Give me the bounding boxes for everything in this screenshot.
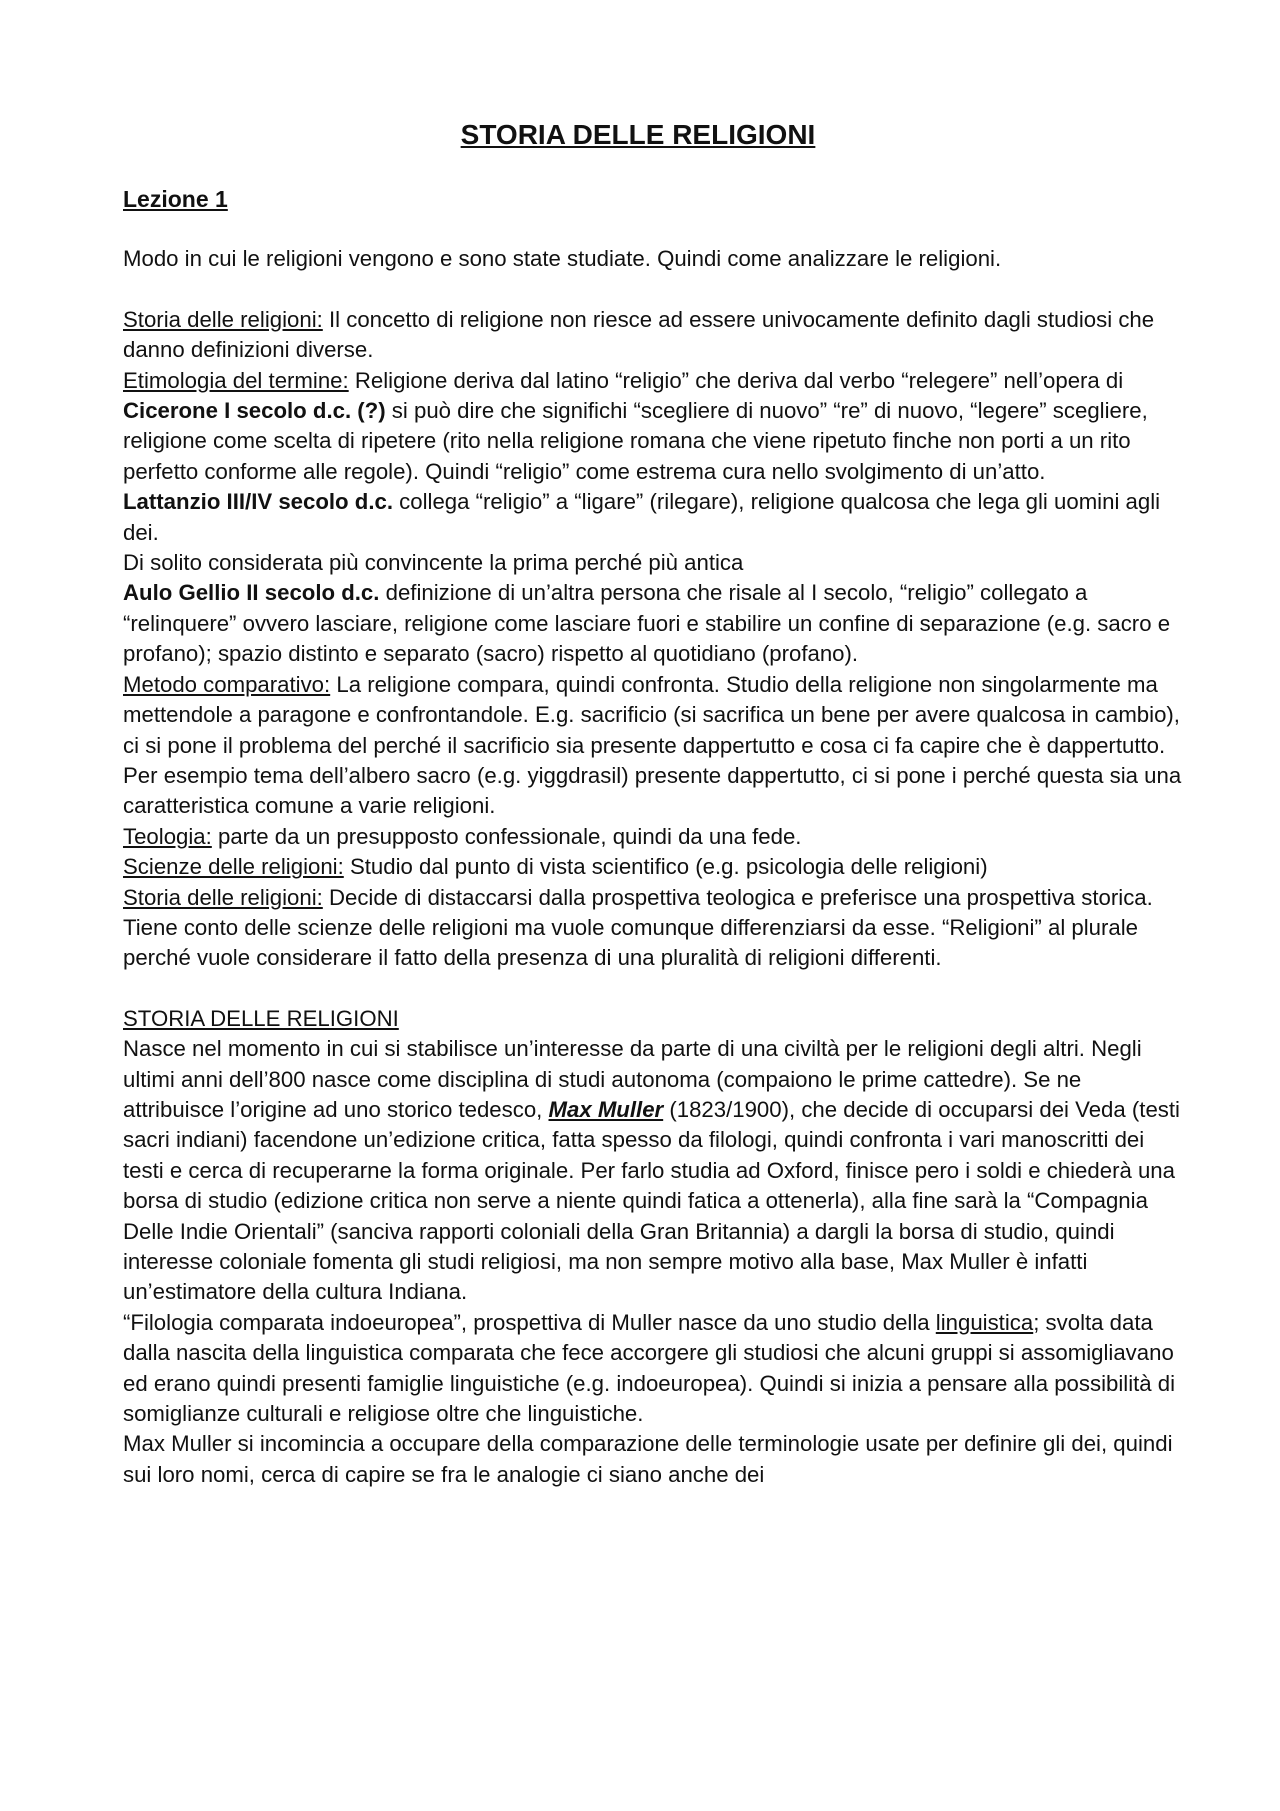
scienze-label: Scienze delle religioni: [123, 854, 344, 880]
max-muller-name: Max Muller [548, 1096, 664, 1122]
last-paragraph: Max Muller si incomincia a occupare della comparazione delle terminologie usate per definire gli dei, quindi sui loro nomi, cerca di capire se fra le analogie ci siano anche dei [123, 1431, 1173, 1487]
lesson-heading: Lezione 1 [123, 186, 228, 212]
gellio-paragraph [123, 578, 1183, 669]
filologia-text-a: “Filologia comparata indoeuropea”, prospettiva di Muller nasce da uno studio della [123, 1309, 936, 1335]
scienze-paragraph [123, 852, 1183, 882]
lattanzio-name: Lattanzio III/IV secolo d.c. [123, 489, 393, 515]
metodo-label: Metodo comparativo: [123, 671, 331, 697]
nasce-text-b: (1823/1900), che decide di occuparsi dei Veda (testi sacri indiani) facendone un’edizione critica, fatta spesso da filologi, quindi confronta i vari manoscritti dei testi e cerca di recuperarne la forma originale. Per farlo studia ad Oxford, finisce pero i soldi e chiederà una borsa di studio (edizione critica non serve a niente quindi fatica a ottenerla), alla fine sarà la “Compagnia Delle Indie Orientali” (sanciva rapporti coloniali della Gran Britannia) a dargli la borsa di studio, quindi interesse coloniale fomenta gli studi religiosi, ma non sempre motivo alla base, Max Muller è infatti un’estimatore della cultura Indiana. [123, 1096, 1180, 1305]
scienze-text: Studio dal punto di vista scientifico (e.g. psicologia delle religioni) [343, 854, 988, 880]
spacer [123, 974, 1183, 1004]
teologia-label: Teologia: [123, 823, 212, 849]
lattanzio-paragraph [123, 487, 1183, 548]
storia2-text: Decide di distaccarsi dalla prospettiva teologica e preferisce una prospettiva storica. Tiene conto delle scienze delle religioni ma vuole comunque differenziarsi da esse. “Religioni” al plurale perché vuole considerare il fatto della presenza di una pluralità di religioni differenti. [123, 884, 1153, 971]
etimologia-text-b: si può dire che significhi “scegliere di nuovo” “re” di nuovo, “legere” scegliere, religione come scelta di ripetere (rito nella religione romana che viene ripetuto finche non porti a un rito perfetto conforme alle regole). Quindi “religio” come estrema cura nello svolgimento di un’atto. [123, 398, 1148, 484]
lattanzio-text: collega “religio” a “ligare” (rilegare), religione qualcosa che lega gli uomini agli dei. [123, 489, 1161, 545]
storia2-paragraph [123, 883, 1183, 974]
nasce-paragraph [123, 1034, 1183, 1308]
linguistica-term: linguistica [935, 1309, 1034, 1335]
spacer [123, 275, 1183, 305]
nasce-text-a: Nasce nel momento in cui si stabilisce un’interesse da parte di una civiltà per le religioni degli altri. Negli ultimi anni dell’800 nasce come disciplina di studi autonoma (compaiono le prime cattedre). Se ne attribuisce l’origine ad uno storico tedesco, [123, 1036, 1142, 1122]
storia-paragraph [123, 305, 1183, 366]
storia2-label: Storia delle religioni: [123, 884, 323, 910]
document-page [123, 118, 1183, 1490]
etimologia-cicerone: Cicerone I secolo d.c. (?) [123, 398, 386, 424]
gellio-name: Aulo Gellio II secolo d.c. [123, 580, 380, 606]
section-heading [123, 1004, 1183, 1034]
etimologia-paragraph [123, 366, 1183, 488]
filologia-paragraph [123, 1308, 1183, 1430]
teologia-text: parte da un presupposto confessionale, quindi da una fede. [211, 823, 802, 849]
etimologia-text-a: Religione deriva dal latino “religio” che deriva dal verbo “relegere” nell’opera di [348, 367, 1124, 393]
storia-label: Storia delle religioni: [123, 306, 323, 332]
teologia-paragraph [123, 822, 1183, 852]
intro-paragraph: Modo in cui le religioni vengono e sono state studiate. Quindi come analizzare le religioni. [123, 246, 1002, 272]
di-solito-paragraph: Di solito considerata più convincente la prima perché più antica [123, 550, 744, 576]
gellio-text: definizione di un’altra persona che risale al I secolo, “religio” collegato a “relinquere” ovvero lasciare, religione come lasciare fuori e stabilire un confine di separazione (e.g. sacro e profano); spazio distinto e separato (sacro) rispetto al quotidiano (profano). [123, 580, 1171, 667]
metodo-text: La religione compara, quindi confronta. Studio della religione non singolarmente ma mettendole a paragone e confrontandole. E.g. sacrificio (si sacrifica un bene per avere qualcosa in cambio), ci si pone il problema del perché il sacrificio sia presente dappertutto e cosa ci fa capire che è dappertutto. Per esempio tema dell’albero sacro (e.g. yiggdrasil) presente dappertutto, ci si pone i perché questa sia una caratteristica comune a varie religioni. [123, 671, 1182, 819]
storia-text: Il concetto di religione non riesce ad essere univocamente definito dagli studiosi che danno definizioni diverse. [123, 306, 1155, 363]
filologia-text-b: ; svolta data dalla nascita della linguistica comparata che fece accorgere gli studiosi che alcuni gruppi si assomigliavano ed erano quindi presenti famiglie linguistiche (e.g. indoeuropea). Quindi si inizia a pensare alla possibilità di somiglianze culturali e religiose oltre che linguistiche. [123, 1309, 1176, 1427]
etimologia-label: Etimologia del termine: [123, 367, 349, 393]
section-heading-text: STORIA DELLE RELIGIONI [123, 1005, 399, 1031]
metodo-paragraph [123, 670, 1183, 822]
document-title: STORIA DELLE RELIGIONI [460, 119, 816, 150]
